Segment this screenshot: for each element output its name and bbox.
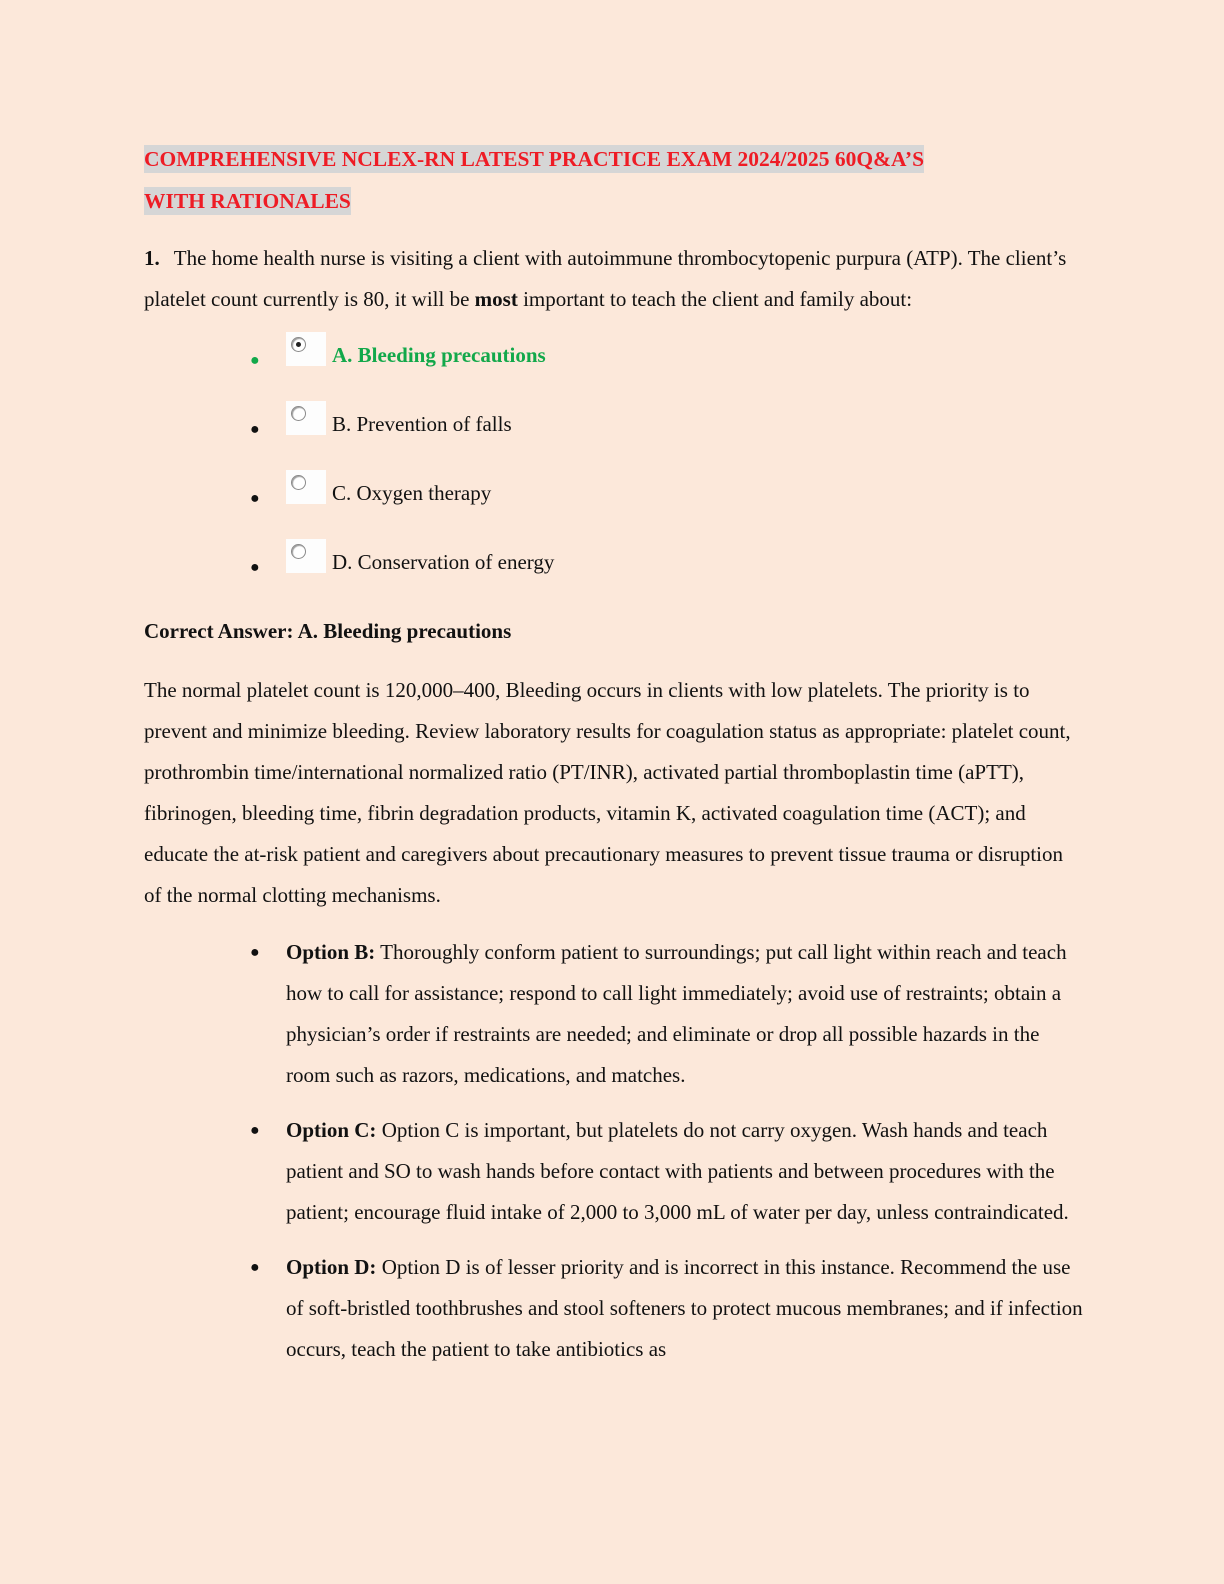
bullet-icon: ● [250,1259,260,1276]
explanation-text: Option D is of lesser priority and is incorrect in this instance. Recommend the use of soft-bristled toothbrushes and stool softeners to protect mucous membranes; and if infection occurs, teach the patient to take antibiotics as [286,1255,1083,1361]
option-label: C. Oxygen therapy [332,481,492,505]
bullet-icon: ● [250,559,260,576]
question-number: 1. [144,246,160,270]
rationale-paragraph: The normal platelet count is 120,000–400, Bleeding occurs in clients with low platelets. The priority is to prevent and minimize bleeding. Review laboratory results for coagulation status as appropriate: platelet count, prothrombin time/international normalized ratio (PT/INR), activated partial thromboplastin time (aPTT), fibrinogen, bleeding time, fibrin degradation products, vitamin K, activated coagulation time (ACT); and educate the at-risk patient and caregivers about precautionary measures to prevent tissue trauma or disruption of the normal clotting mechanisms. [144,678,1071,907]
radio-button-a[interactable] [286,332,326,366]
title-line-2: WITH RATIONALES [144,189,351,213]
option-label: D. Conservation of energy [332,550,555,574]
option-label: B. Prevention of falls [332,412,512,436]
explanation-option-b [144,932,1084,1096]
explanation-label: Option B: [286,940,376,964]
option-c[interactable] [144,478,1084,547]
correct-answer: Correct Answer: A. Bleeding precautions [144,619,512,643]
bullet-icon: ● [250,944,260,961]
explanation-option-c [144,1110,1084,1233]
bullet-icon: ● [250,352,260,369]
radio-button-d[interactable] [286,539,326,573]
explanation-text: Thoroughly conform patient to surroundings; put call light within reach and teach how to call for assistance; respond to call light immediately; avoid use of restraints; obtain a physician’s order if restraints are needed; and eliminate or drop all possible hazards in the room such as razors, medications, and matches. [286,940,1067,1087]
radio-button-c[interactable] [286,470,326,504]
bullet-icon: ● [250,490,260,507]
radio-button-b[interactable] [286,401,326,435]
answer-options [144,340,1084,616]
option-a[interactable] [144,340,1084,409]
question-text-end: important to teach the client and family about: [517,287,913,311]
bullet-icon: ● [250,421,260,438]
radio-button-icon [291,406,306,421]
question-emphasis: most [474,287,518,311]
question-1 [144,238,1084,320]
option-d[interactable] [144,547,1084,616]
question-text-start: The home health nurse is visiting a client with autoimmune thrombocytopenic purpura (ATP). The client’s platelet count currently is 80, it will be [144,246,1067,311]
bullet-icon: ● [250,1122,260,1139]
title-line-1: COMPREHENSIVE NCLEX-RN LATEST PRACTICE EXAM 2024/2025 60Q&A’S [144,147,925,171]
document-title [144,138,1084,222]
radio-button-icon [291,544,306,559]
explanation-text: Option C is important, but platelets do not carry oxygen. Wash hands and teach patient and SO to wash hands before contact with patients and between procedures with the patient; encourage fluid intake of 2,000 to 3,000 mL of water per day, unless contraindicated. [286,1118,1069,1224]
radio-button-icon [291,475,306,490]
explanation-option-d [144,1247,1084,1370]
explanation-label: Option D: [286,1255,377,1279]
explanation-label: Option C: [286,1118,377,1142]
radio-selected-dot [296,342,301,347]
option-explanations [144,932,1084,1370]
document-page [144,138,1084,1384]
option-label: A. Bleeding precautions [332,343,546,367]
radio-button-icon [291,337,306,352]
option-b[interactable] [144,409,1084,478]
